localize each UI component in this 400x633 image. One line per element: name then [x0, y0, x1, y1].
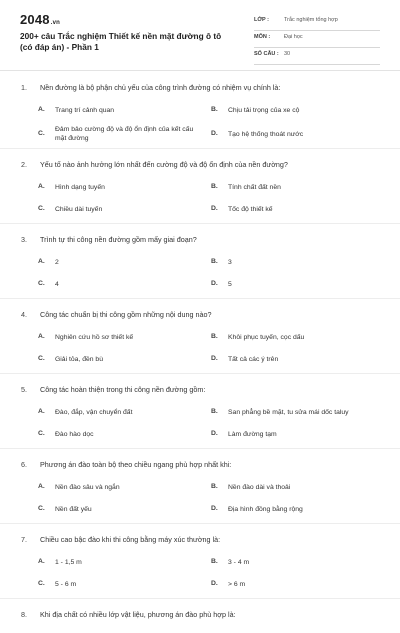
option-letter: C.: [38, 130, 45, 137]
option-letter: A.: [38, 258, 45, 265]
option-row: [0, 274, 400, 296]
option-letter: D.: [211, 580, 218, 587]
question-number: 4.: [21, 310, 27, 319]
option-letter: A.: [38, 483, 45, 490]
question-text: Nền đường là bộ phận chủ yếu của công trình đường có nhiệm vụ chính là:: [40, 83, 281, 92]
option-letter: C.: [38, 430, 45, 437]
option-row: [0, 177, 400, 199]
question-text: Khi địa chất có nhiều lớp vật liệu, phương án đào phù hợp là:: [40, 610, 236, 619]
option-row: [0, 499, 400, 521]
question-list: [0, 78, 400, 633]
option-letter: A.: [38, 558, 45, 565]
option-text: Làm đường tạm: [228, 431, 277, 438]
question-header: [0, 230, 400, 252]
option-text: Đào hào dọc: [55, 431, 94, 438]
question-item: [0, 305, 400, 374]
meta-value: Trắc nghiệm tổng hợp: [284, 17, 338, 23]
option-text: Chịu tải trọng của xe cộ: [228, 107, 300, 114]
question-text: Công tác hoàn thiện trong thi công nền đường gồm:: [40, 385, 206, 394]
question-item: [0, 455, 400, 524]
option-row: [0, 327, 400, 349]
option-text: Giải tỏa, đền bù: [55, 356, 103, 363]
question-divider: [0, 223, 400, 224]
option-letter: B.: [211, 333, 218, 340]
question-header: [0, 155, 400, 177]
option-letter: B.: [211, 558, 218, 565]
option-row: [0, 552, 400, 574]
question-item: [0, 78, 400, 149]
question-text: Chiều cao bậc đào khi thi công bằng máy xúc thường là:: [40, 535, 221, 544]
option-letter: B.: [211, 483, 218, 490]
question-text: Phương án đào toàn bộ theo chiều ngang phù hợp nhất khi:: [40, 460, 232, 469]
option-text: 3: [228, 259, 232, 266]
meta-value: 30: [284, 51, 291, 57]
question-number: 7.: [21, 535, 27, 544]
option-text: 1 - 1,5 m: [55, 559, 82, 566]
option-text: 5: [228, 281, 232, 288]
question-text: Yếu tố nào ảnh hưởng lớn nhất đến cường độ và độ ổn định của nền đường?: [40, 160, 288, 169]
option-text: Nghiên cứu hồ sơ thiết kế: [55, 334, 134, 341]
option-row: [0, 199, 400, 221]
question-number: 5.: [21, 385, 27, 394]
question-item: [0, 155, 400, 224]
option-text: Nền đất yếu: [55, 506, 92, 513]
question-divider: [0, 448, 400, 449]
option-letter: C.: [38, 580, 45, 587]
option-text: Đào, đắp, vận chuyển đất: [55, 409, 133, 416]
option-text: 4: [55, 281, 59, 288]
question-item: [0, 380, 400, 449]
option-group: [0, 552, 400, 596]
option-letter: C.: [38, 355, 45, 362]
meta-value: Đại học: [284, 34, 303, 40]
question-divider: [0, 298, 400, 299]
option-text: Nền đào dài và thoải: [228, 484, 291, 491]
logo-text: 2048: [20, 12, 50, 27]
option-text: Đảm bảo cường độ và độ ổn định của kết cấu mặt đường: [55, 126, 194, 142]
option-row: [0, 349, 400, 371]
option-row: [0, 574, 400, 596]
meta-row-subject: [254, 31, 380, 48]
meta-row-count: [254, 48, 380, 65]
question-number: 8.: [21, 610, 27, 619]
question-divider: [0, 598, 400, 599]
option-text: 2: [55, 259, 59, 266]
option-row: [0, 252, 400, 274]
question-item: [0, 530, 400, 599]
option-letter: D.: [211, 280, 218, 287]
question-header: [0, 605, 400, 627]
option-group: [0, 327, 400, 371]
question-number: 3.: [21, 235, 27, 244]
document-header: [0, 0, 400, 70]
meta-key: SỐ CÂU :: [254, 51, 279, 57]
option-text: 5 - 6 m: [55, 581, 77, 588]
option-row: [0, 402, 400, 424]
option-letter: D.: [211, 130, 218, 137]
question-number: 6.: [21, 460, 27, 469]
option-text: Địa hình đồng bằng rộng: [228, 506, 303, 513]
option-letter: D.: [211, 430, 218, 437]
option-letter: A.: [38, 183, 45, 190]
option-letter: D.: [211, 205, 218, 212]
question-text: Công tác chuẩn bị thi công gồm những nội dung nào?: [40, 310, 212, 319]
document-title: 200+ câu Trắc nghiệm Thiết kế nền mặt đường ô tô (có đáp án) - Phần 1: [20, 31, 222, 52]
option-text: Tốc độ thiết kế: [228, 206, 273, 213]
option-row: [0, 477, 400, 499]
option-group: [0, 177, 400, 221]
option-text: 3 - 4 m: [228, 559, 250, 566]
option-row: [0, 100, 400, 122]
question-number: 1.: [21, 83, 27, 92]
logo-domain: .vn: [50, 20, 61, 26]
question-header: [0, 455, 400, 477]
option-group: [0, 477, 400, 521]
question-divider: [0, 523, 400, 524]
option-letter: C.: [38, 280, 45, 287]
option-text: Khôi phục tuyến, cọc dấu: [228, 334, 305, 341]
option-row: [0, 424, 400, 446]
header-divider: [0, 70, 400, 71]
option-row: [0, 122, 400, 146]
option-letter: A.: [38, 333, 45, 340]
option-text: Tính chất đất nền: [228, 184, 281, 191]
option-letter: B.: [211, 183, 218, 190]
option-group: [0, 100, 400, 146]
option-text: Nền đào sâu và ngắn: [55, 484, 120, 491]
option-letter: C.: [38, 505, 45, 512]
question-item: [0, 605, 400, 627]
option-text: Trang trí cảnh quan: [55, 107, 115, 114]
meta-key: MÔN :: [254, 34, 271, 40]
meta-key: LỚP :: [254, 17, 269, 23]
option-letter: B.: [211, 408, 218, 415]
question-number: 2.: [21, 160, 27, 169]
option-letter: A.: [38, 106, 45, 113]
document-meta: [254, 14, 380, 65]
option-letter: B.: [211, 258, 218, 265]
question-text: Trình tự thi công nền đường gồm mấy giai đoạn?: [40, 235, 197, 244]
option-text: > 6 m: [228, 581, 246, 588]
meta-row-class: [254, 14, 380, 31]
option-letter: B.: [211, 106, 218, 113]
option-text: San phẳng bề mặt, tu sửa mái dốc taluy: [228, 409, 349, 416]
option-letter: A.: [38, 408, 45, 415]
question-header: [0, 530, 400, 552]
option-text: Chiều dài tuyến: [55, 206, 103, 213]
question-item: [0, 230, 400, 299]
question-divider: [0, 373, 400, 374]
option-text: Hình dạng tuyến: [55, 184, 105, 191]
option-text: Tạo hệ thống thoát nước: [228, 131, 304, 138]
option-letter: C.: [38, 205, 45, 212]
question-divider: [0, 148, 400, 149]
question-header: [0, 380, 400, 402]
question-header: [0, 305, 400, 327]
option-group: [0, 252, 400, 296]
site-logo[interactable]: [20, 12, 60, 27]
option-text: Tất cả các ý trên: [228, 356, 279, 363]
question-header: [0, 78, 400, 100]
option-letter: D.: [211, 505, 218, 512]
option-group: [0, 402, 400, 446]
option-letter: D.: [211, 355, 218, 362]
